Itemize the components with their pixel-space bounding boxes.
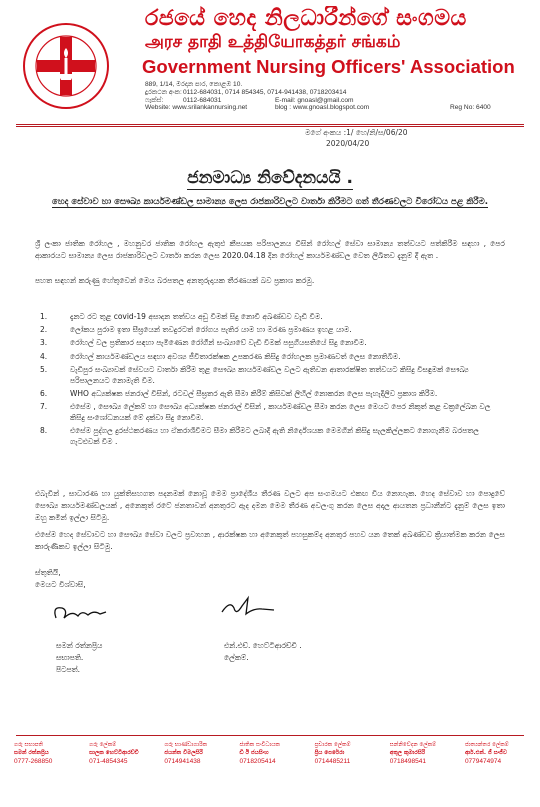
office-bearer xyxy=(465,742,529,765)
office-bearer-phone: 0718205414 xyxy=(239,757,276,765)
secretary-block xyxy=(224,640,302,664)
phone-numbers: 0112-684031, 0714 854345, 0714-941438, 0718203414 xyxy=(183,88,347,96)
reason-text: රෝහල් වල ප්‍රතිකාර සඳහා පැමිණෙන රෝගීන් සංඛ්‍යාවේ වැඩි වීමක් පසුගියසතියේ සිදු නොවීම. xyxy=(70,338,367,348)
reason-text: එසේම , සෞඛ්‍ය ලේකම් හා සෞඛ්‍ය අධ්‍යක්ෂක ජනරාල් විසින් , කාර්යමණ්ඩල සීමා කරන ලෙස මෙයට පෙර නිකුත් කළ චක්‍රලේඛන වල කිසිදු සංශෝධනයක් මේ දක්වා සිදු නොවීම. xyxy=(70,402,491,423)
thanks-text: ස්තුතියි, xyxy=(35,568,61,577)
fax-number: 0112-684031 xyxy=(183,96,222,104)
office-bearer-role: ජාත්‍යන්තර ලේකම් xyxy=(464,742,509,748)
reason-number: 8. xyxy=(40,426,48,436)
letterhead-divider xyxy=(16,124,524,125)
association-name-tamil: அரச தாதி உத்தியோகத்தர் சங்கம் xyxy=(145,32,401,52)
reason-item xyxy=(40,425,505,447)
intro-followup: පහත සඳහන් කරුණු හේතුවෙන් මෙය බරපතල අනතුරුදායක තීරණයක් බව ප්‍රකාශ කරමු. xyxy=(35,276,315,285)
reason-number: 1. xyxy=(40,312,48,321)
office-bearer-phone: 071-4854345 xyxy=(89,757,128,765)
office-bearer xyxy=(239,742,303,765)
signature-secretary xyxy=(218,594,278,622)
office-bearer xyxy=(14,742,78,765)
office-bearer-name: ජයන්ත විමලසිරි xyxy=(164,749,203,756)
office-bearer-name: ආර්.එන්. ජී සංජීව xyxy=(464,749,507,756)
office-bearer-name: අතුල කුමාරසිරි xyxy=(389,749,426,756)
phone-label: දුරකථන අංක: xyxy=(145,88,182,96)
office-bearer-phone: 0714485211 xyxy=(314,757,351,765)
office-bearer-role: ගරු ලේකම් xyxy=(89,742,117,748)
office-bearer-name: සමන් රත්නප්‍රිය xyxy=(14,749,49,756)
association-name-sinhala: රජයේ හෙද නිලධාරීන්ගේ සංගමය xyxy=(145,6,467,31)
closing-text: මෙයට විශ්වාසි, xyxy=(35,580,86,589)
blog-address: blog : www.gnoasl.blogspot.com xyxy=(275,104,370,112)
office-bearer-phone: 0779474974 xyxy=(464,757,502,765)
office-bearer-role: සන්නිවේදන ලේකම් xyxy=(389,742,437,748)
office-bearer-role: ගරු භාණ්ඩාගාරික xyxy=(164,742,208,748)
office-bearer-phone: 0777-268850 xyxy=(14,757,53,765)
reason-text: රෝහල් කාර්යමණ්ඩලය සඳහා අවශ්‍ය ජීවිතාරක්ෂක උපකරණ කිසිදු රෝහලක ප්‍රමාණවත් ලෙස නොතිබීම. xyxy=(70,351,401,361)
copies-label: පිටපත්. xyxy=(56,665,81,674)
intro-paragraph: ශ්‍රී ලංකා ජාතික රෝහල , මහනුවර ජාතික රෝහල ඇතුළු කීපයක පරිපාලනය විසින් රෝහල් සේවා සාමාන්‍ය තත්වයට පත්කිරීම සඳහා , පෙර ආකාරයට සාමාන්‍ය ලෙස රාජකාරිවලට වාර්තා කරන ලෙස 2020.04.18 දින රෝහල් කාර්යමණ්ඩල වෙත ලිඛිතව දැනුම් දී ඇත . xyxy=(35,239,505,260)
reason-item xyxy=(40,364,505,386)
reason-item xyxy=(40,324,505,335)
fax-label: ෆැක්ස්: xyxy=(145,96,164,104)
president-name: සමන් රත්නප්‍රිය xyxy=(56,641,103,650)
email-address: E-mail: gnoasl@gmail.com xyxy=(275,96,354,104)
association-name-english: Government Nursing Officers' Association xyxy=(142,56,515,77)
reason-number: 7. xyxy=(40,402,48,412)
office-bearer-name: සාලක හෙට්ටිආරච්චි xyxy=(89,749,139,756)
office-bearer xyxy=(315,742,379,765)
president-block xyxy=(56,640,102,676)
signature-president xyxy=(50,598,110,626)
footer-divider xyxy=(16,735,524,736)
office-bearer xyxy=(164,742,228,765)
subject-text: හෙද සේවාව හා සෞඛ්‍ය කාර්යමණ්ඩල සාමාන්‍ය ලෙස රාජකාරිවලට වාර්තා කිරීමට ගත් තීරණවලට විරෝධය පළ කිරීම. xyxy=(51,197,489,207)
reason-number: 2. xyxy=(40,325,48,335)
office-bearer xyxy=(89,742,153,765)
president-title: සභාපති. xyxy=(56,653,84,662)
office-bearer-role: ගරු සභාපති xyxy=(14,742,44,748)
office-bearer-role: ජාතික සංවිධායක xyxy=(239,742,280,748)
reason-number: 6. xyxy=(40,388,48,398)
office-bearer-phone: 0714941438 xyxy=(164,757,201,765)
reason-text: WHO අධ්‍යක්ෂක ජනරාල් විසින්, රටවල් සීඝ්‍රතර ඇති සීමා කිරීම් කිසිවක් ලිහිල් නොකරන ලෙස පැහැදිලිව ප්‍රකාශ කිරීම. xyxy=(70,388,438,398)
reason-item xyxy=(40,351,505,362)
secretary-name: එන්.එච්. හෙට්ටිආරච්චි . xyxy=(224,641,302,650)
secretary-title: ලේකම්. xyxy=(224,653,249,662)
reason-number: 5. xyxy=(40,364,48,374)
reason-item xyxy=(40,311,505,322)
reason-text: වැඩිපුර සංඛ්‍යාවක් සේවයට වාර්තා කිරීම තුළ සෞඛ්‍ය කාර්යමණ්ඩල වලට ඇතිවන ආතාරක්ෂිත තත්වයට කිසිදු විසඳුමක් සෞඛ්‍ය පරිපාලනයට නොමැති වීම. xyxy=(70,364,469,385)
reasons-list xyxy=(40,311,505,450)
reason-text: දැනට රට තුළ covid-19 අසාදන තත්වය අඩු වීමක් සිදු නොවී අඛණ්ඩව වැඩි වීම. xyxy=(70,312,323,321)
document-subject xyxy=(30,196,510,210)
reference-number: මගේ අංකය :1/ හෙ/නි/ස/06/20 xyxy=(305,128,408,137)
address-line: 889, 1/14, මරදාන පාර, කොළඹ 10. xyxy=(145,81,243,88)
request-paragraph: එසේම හෙද සේවාවට හා සෞඛ්‍ය සේවා වලට ප්‍රවාහන , ආරක්ෂක හා අනෙකුත් පහසුකම්ද අනතුර පහව යන තෙක් අඛණ්ඩව ක්‍රියාත්මක කරන ලෙස කාරුණිකව ඉල්ලා සිටිමු. xyxy=(35,530,505,551)
office-bearer xyxy=(390,742,454,765)
office-bearers-footer xyxy=(14,742,529,765)
letterhead-divider-2 xyxy=(16,126,524,127)
heading-text: ජනමාධ්‍ය නිවේදනයයි . xyxy=(187,168,353,188)
document-heading xyxy=(0,168,540,188)
reason-item xyxy=(40,401,505,423)
conclusion-paragraph: එබැවින් , සාධාරණ හා යුක්තිසහගත පදනමක් නොවූ මෙම ප්‍රාදේශීය තීරණ වලට අප සංගමයට එකඟ විය නොහැක. හෙද සේවාව හා පොදුවේ සෞඛ්‍ය කාර්යමණ්ඩලයක් , අනෙකුත් රටේ ජනතාවන් අනතුරට ඇද දමන මෙම තීරණ අවලංගු කරන ලෙස අදාල ආයතන ප්‍රධානීන්ට දැනුම් ලෙස ඉතා ඔහු කමින් ඉල්ලා සිටිමු. xyxy=(35,489,505,522)
office-bearer-phone: 0718498541 xyxy=(389,757,426,765)
reason-number: 4. xyxy=(40,351,48,361)
document-date: 2020/04/20 xyxy=(326,139,370,148)
registration-number: Reg No: 6400 xyxy=(450,104,491,112)
reason-item xyxy=(40,388,505,399)
office-bearer-name: ඩී ඊ ජයසිංහ xyxy=(239,749,269,756)
office-bearer-name: ප්‍රිය පෙරේරා xyxy=(314,749,345,756)
contact-block xyxy=(145,81,491,112)
office-bearer-role: ප්‍රචාරක ලේකම් xyxy=(314,742,351,748)
reason-text: එසේම පුද්ගල දුරස්ථකරණය හා ඒකරාශිවීමට සීමා කිරීමට ලබාදී ඇති නිර්දේශයක මෙමගින් කිසිදු සැලකිල්ලකට නොගැනීම බරපතල ගැටළුවක් වීම . xyxy=(70,426,480,447)
reason-number: 3. xyxy=(40,338,48,348)
reason-item xyxy=(40,337,505,348)
website-address: Website: www.srilankannursing.net xyxy=(145,104,248,112)
association-seal-logo xyxy=(22,22,110,110)
reason-text: ලෝකය පුරාම ඉතා සීඝ්‍රයෙන් තවදුරටත් රෝගය පැතිර යාම හා මරණ ප්‍රමාණය ඉහළ යාම. xyxy=(70,325,352,335)
